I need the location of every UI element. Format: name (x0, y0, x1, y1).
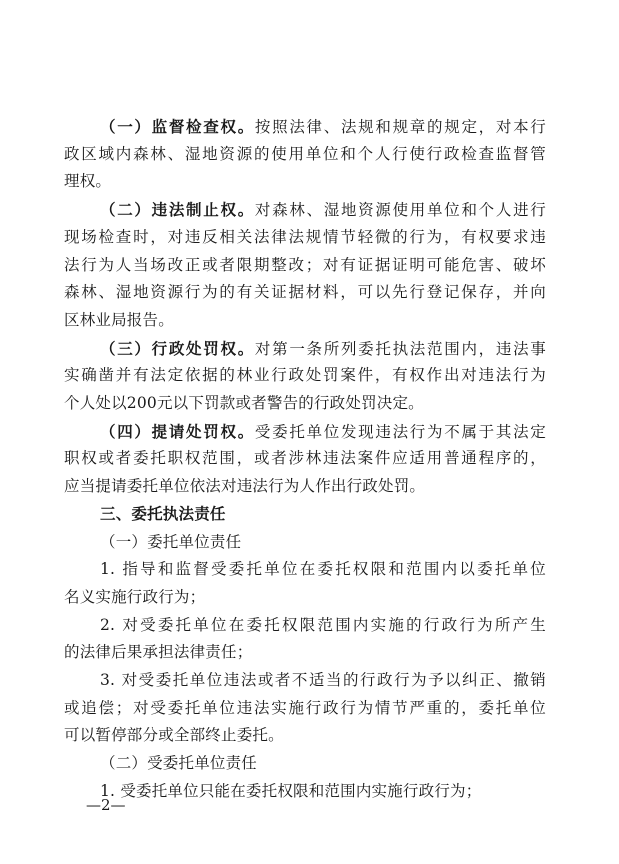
item1-2-line1: 2. 对受委托单位在委托权限范围内实施的行政行为所产生 (100, 615, 546, 634)
para3-text: 对第一条所列委托执法范围内，违法事 (254, 339, 546, 358)
para2-line3: 法行为人当场改正或者限期整改；对有证据证明可能危害、破坏 (64, 255, 546, 274)
para4-text: 受委托单位发现违法行为不属于其法定 (254, 422, 546, 441)
para1-lead: （一）监督检查权。 (100, 117, 255, 136)
para3-line2: 实确凿并有法定依据的林业行政处罚案件，有权作出对违法行为 (64, 366, 546, 385)
item1-3-line1: 3. 对受委托单位违法或者不适当的行政行为予以纠正、撤销 (100, 671, 546, 689)
section3-sub2: （二）受委托单位责任 (100, 754, 258, 773)
item1-3-line3: 可以暂停部分或全部终止委托。 (64, 726, 284, 745)
para2-text: 对森林、湿地资源使用单位和个人进行 (254, 201, 546, 220)
para4-lead: （四）提请处罚权。 (100, 421, 255, 441)
para4-line2: 职权或者委托职权范围，或者涉林违法案件应适用普通程序的， (64, 449, 546, 468)
page-number: —2— (86, 796, 126, 814)
para1-line1 (100, 113, 546, 141)
para2-line1 (100, 196, 546, 224)
item2-1-line1: 1. 受委托单位只能在委托权限和范围内实施行政行为； (100, 781, 482, 800)
para4-line1 (100, 418, 546, 446)
item1-1-line2: 名义实施行政行为； (64, 587, 206, 606)
para2-line5: 区林业局报告。 (64, 310, 174, 329)
section3-heading: 三、委托执法责任 (100, 504, 226, 523)
section3-sub1: （一）委托单位责任 (100, 532, 242, 551)
item1-3-line2: 或追偿；对受委托单位违法实施行政行为情节严重的，委托单位 (64, 698, 546, 717)
item1-2-line2: 的法律后果承担法律责任； (64, 643, 253, 662)
para2-lead: （二）违法制止权。 (100, 200, 255, 220)
para2-line4: 森林、湿地资源行为的有关证据材料，可以先行登记保存，并向 (64, 283, 546, 302)
para4-line3: 应当提请委托单位依法对违法行为人作出行政处罚。 (64, 477, 426, 496)
para1-text: 按照法律、法规和规章的规定，对本行 (254, 118, 546, 136)
para1-line3: 理权。 (64, 172, 112, 191)
para2-line2: 现场检查时，对违反相关法律法规情节轻微的行为，有权要求违 (64, 227, 546, 246)
para1-line2: 政区域内森林、湿地资源的使用单位和个人行使行政检查监督管 (64, 144, 546, 163)
para3-line1 (100, 335, 546, 363)
para3-lead: （三）行政处罚权。 (100, 338, 255, 358)
item1-1-line1: 1. 指导和监督受委托单位在委托权限和范围内以委托单位 (100, 560, 546, 579)
para3-line3: 个人处以200元以下罚款或者警告的行政处罚决定。 (64, 394, 424, 412)
